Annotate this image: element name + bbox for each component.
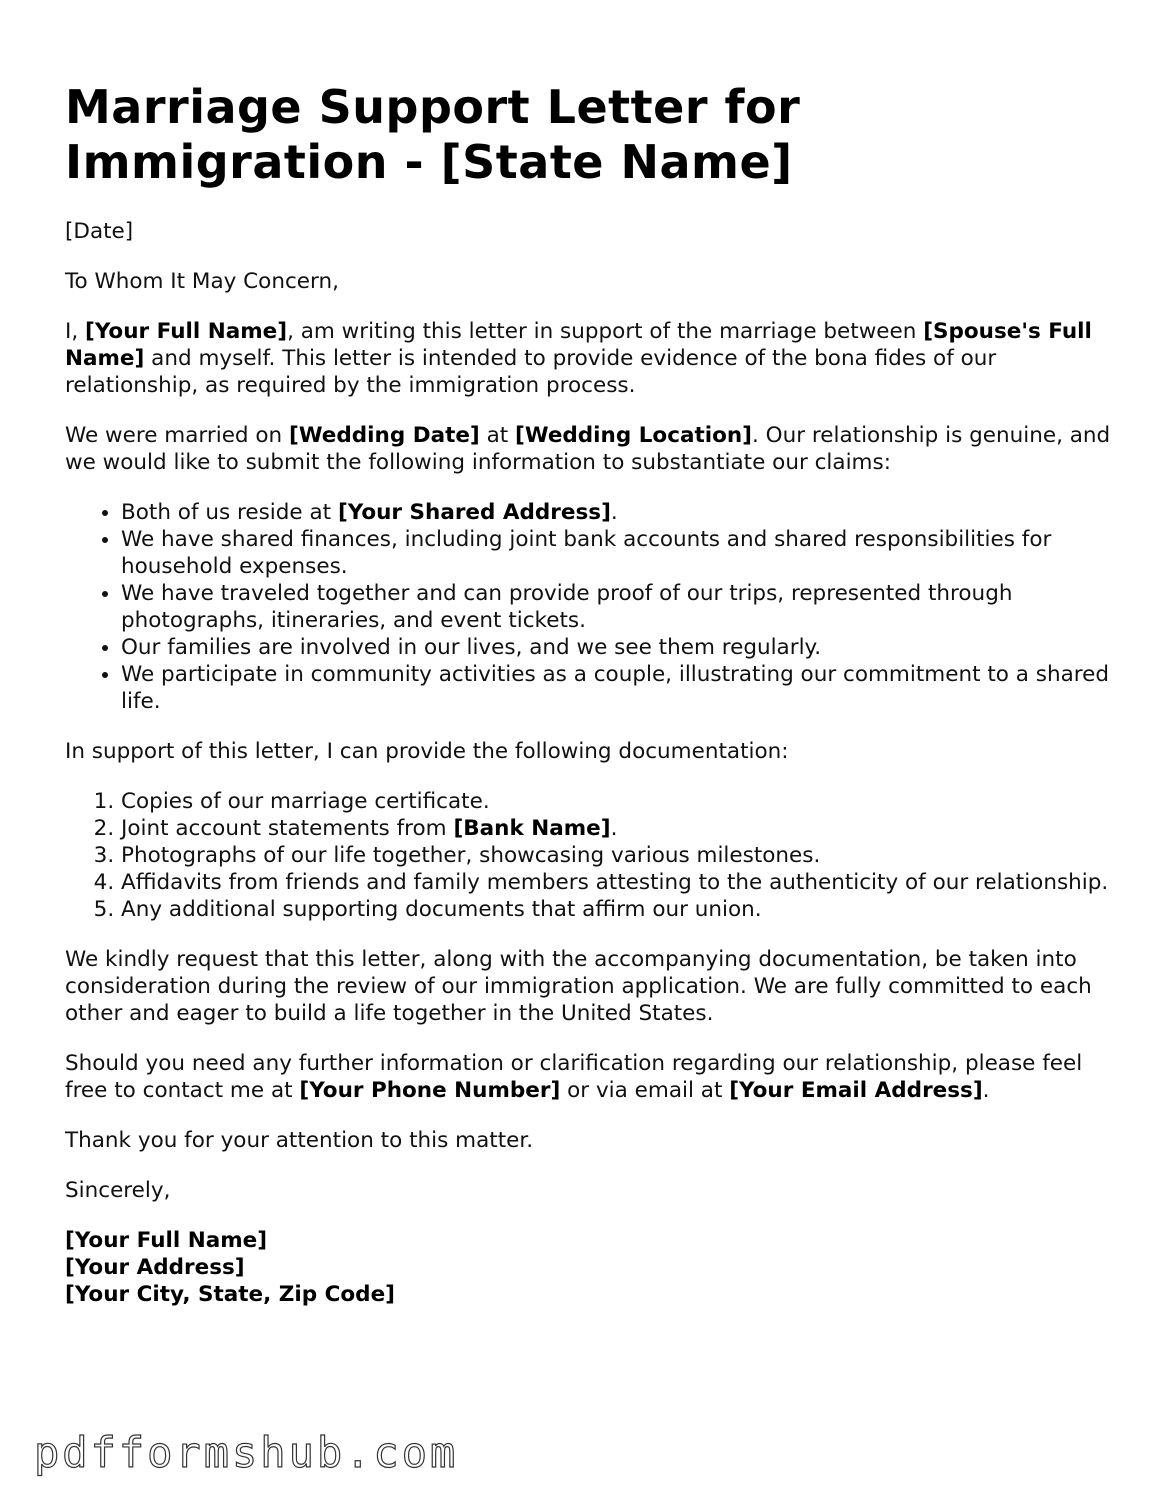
bullet-1-end: .	[610, 500, 618, 525]
list-item: • We participate in community activities as a couple, illustrating our commitment to a shared life.	[121, 661, 1115, 715]
placeholder-phone-number: [Your Phone Number]	[299, 1078, 561, 1103]
request-paragraph: We kindly request that this letter, along with the accompanying documentation, be taken into consideration during the review of our immigration application. We are fully committed to each other and eager to build a life together in the United States.	[65, 947, 1092, 1026]
date-line: [Date]	[65, 219, 134, 244]
evidence-list	[65, 499, 1115, 715]
placeholder-wedding-location: [Wedding Location]	[515, 423, 753, 448]
list-item	[121, 499, 1115, 526]
closing-line: Sincerely,	[65, 1178, 171, 1203]
page-title: Marriage Support Letter for Immigration - [State Name]	[65, 80, 801, 189]
intro-paragraph	[65, 318, 1115, 399]
signature-block	[65, 1227, 1115, 1308]
signature-city: [Your City, State, Zip Code]	[65, 1282, 395, 1307]
list-item: 5. Any additional supporting documents that affirm our union.	[121, 896, 1115, 923]
list-item: • Our families are involved in our lives, and we see them regularly.	[121, 634, 1115, 661]
placeholder-wedding-date: [Wedding Date]	[289, 423, 480, 448]
list-item: • We have traveled together and can provide proof of our trips, represented through photographs, itineraries, and event tickets.	[121, 580, 1115, 634]
list-item: 1. Copies of our marriage certificate.	[121, 788, 1115, 815]
married-text-1: We were married on	[65, 423, 290, 448]
salutation: To Whom It May Concern,	[65, 269, 339, 294]
signature-address: [Your Address]	[65, 1255, 245, 1280]
list-item: • We have shared finances, including joint bank accounts and shared responsibilities for household expenses.	[121, 526, 1115, 580]
placeholder-spouse-full-name: [Spouse's Full Name]	[65, 319, 1092, 371]
documentation-list	[65, 788, 1115, 923]
contact-paragraph	[65, 1050, 1115, 1104]
placeholder-your-full-name: [Your Full Name]	[85, 319, 288, 344]
watermark: pdfformshub.com	[34, 1428, 459, 1477]
intro-text-1: I,	[65, 319, 86, 344]
letter-page	[65, 80, 1115, 1331]
intro-text-3: and myself. This letter is intended to provide evidence of the bona fides of our relationship, as required by the immigration process.	[65, 346, 997, 398]
list-item: 4. Affidavits from friends and family members attesting to the authenticity of our relationship.	[121, 869, 1115, 896]
signature-name: [Your Full Name]	[65, 1228, 268, 1253]
contact-text-1: Should you need any further information or clarification regarding our relationship, please feel free to contact me at	[65, 1051, 1083, 1103]
bullet-1-text: Both of us reside at	[121, 500, 338, 525]
married-text-2: at	[479, 423, 516, 448]
list-item: 3. Photographs of our life together, showcasing various milestones.	[121, 842, 1115, 869]
married-text-3: . Our relationship is genuine, and we would like to submit the following information to substantiate our claims:	[65, 423, 1111, 475]
placeholder-shared-address: [Your Shared Address]	[337, 500, 611, 525]
doc-2-text: Joint account statements from	[121, 816, 454, 841]
contact-text-3: .	[982, 1078, 990, 1103]
thanks-line: Thank you for your attention to this matter.	[65, 1128, 534, 1153]
placeholder-bank-name: [Bank Name]	[453, 816, 611, 841]
married-paragraph	[65, 422, 1115, 476]
docs-intro: In support of this letter, I can provide the following documentation:	[65, 739, 789, 764]
list-item	[121, 815, 1115, 842]
doc-2-end: .	[610, 816, 618, 841]
contact-text-2: or via email at	[560, 1078, 730, 1103]
intro-text-2: , am writing this letter in support of the marriage between	[287, 319, 924, 344]
placeholder-email-address: [Your Email Address]	[729, 1078, 983, 1103]
